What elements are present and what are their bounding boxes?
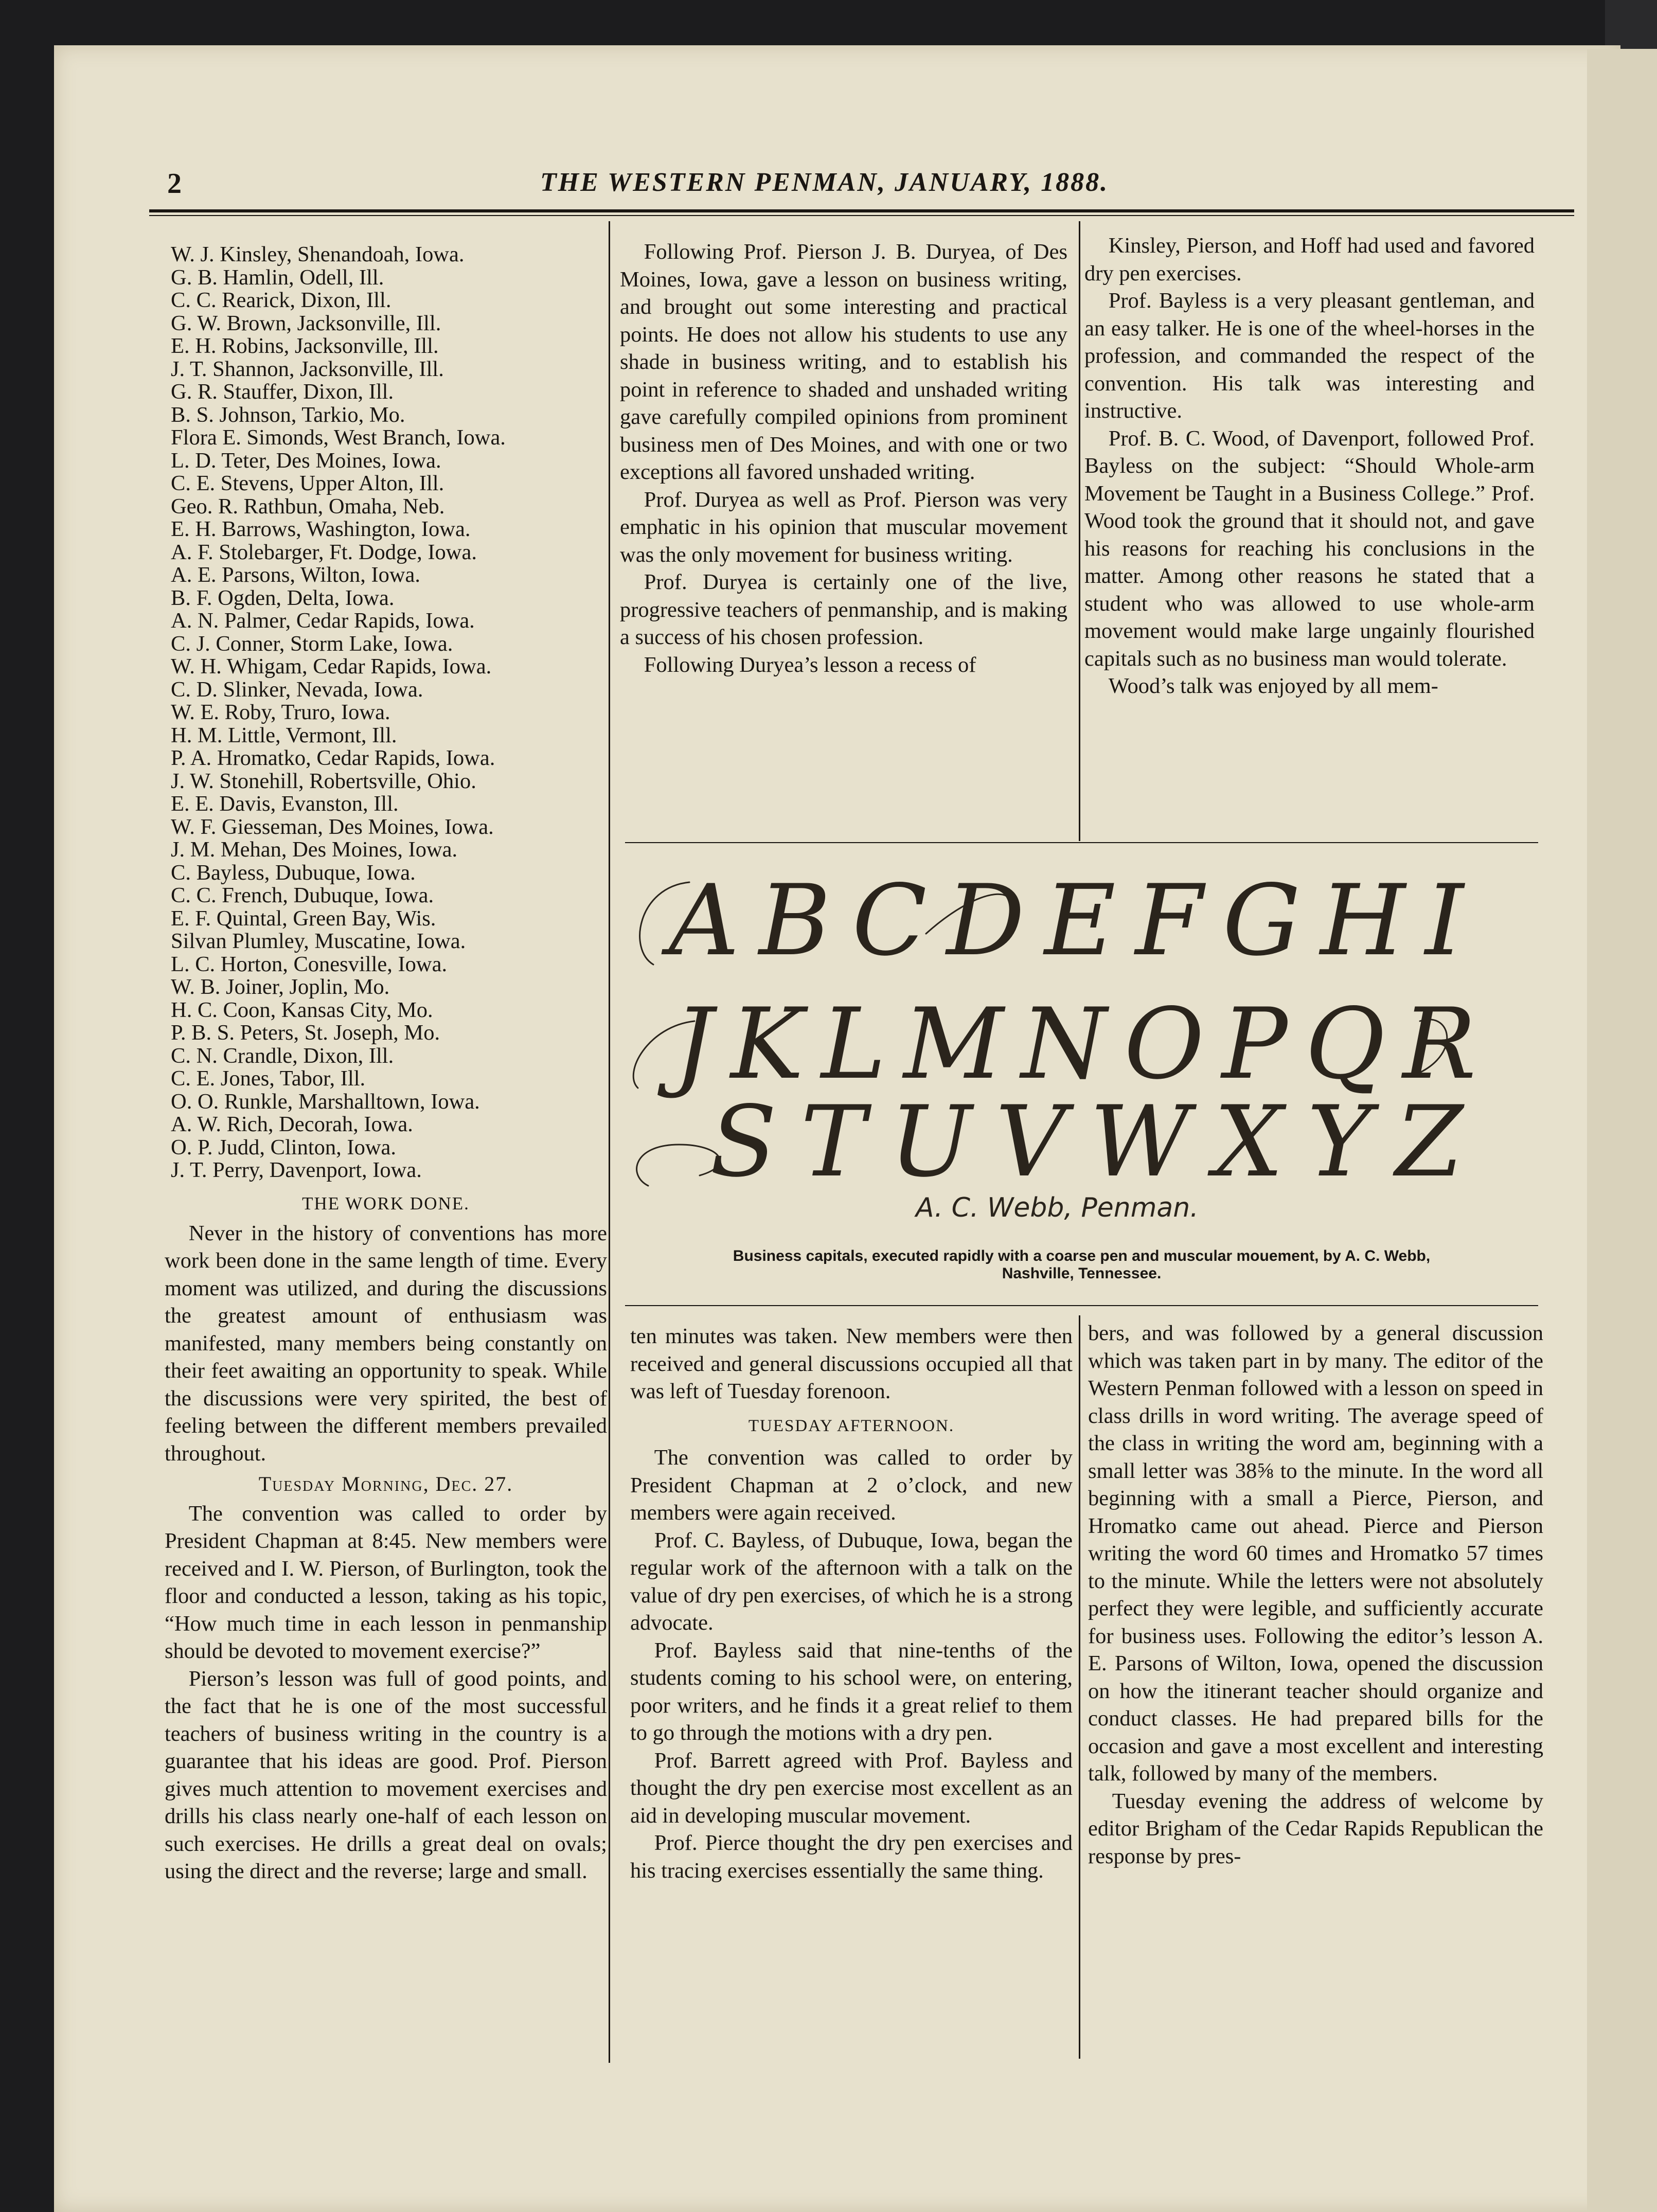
paragraph: Pierson’s lesson was full of good points, and the fact that he is one of the most successful teachers of business writing in the country is a guarantee that his ideas are good. Prof. Pierson gives much attention to movement exercises and drills his class nearly one-half of each lesson on such exercises. He drills a great deal on ovals; using the direct and the reverse; large and small. [165, 1666, 607, 1883]
member-entry: J. T. Perry, Davenport, Iowa. [171, 1158, 422, 1182]
column-rule-right-bottom [1079, 1315, 1080, 2059]
member-entry: Silvan Plumley, Muscatine, Iowa. [171, 929, 466, 953]
member-entry: B. F. Ogden, Delta, Iowa. [171, 585, 395, 610]
paragraph: Prof. Barrett agreed with Prof. Bayless and thought the dry pen exercise most excellent as an aid in developing muscular movement. [630, 1748, 1073, 1828]
paragraph: Prof. Bayless is a very pleasant gentleman, and an easy talker. He is one of the wheel-horses in the profession, and commanded the respect of the convention. His talk was interesting and instructive. [1084, 289, 1535, 423]
column-2-bottom [630, 1323, 1073, 1884]
paragraph: The convention was called to order by President Chapman at 8:45. New members were received and I. W. Pierson, of Burlington, took the floor and conducted a lesson, taking as his topic, “How much time in each lesson in penmanship should be devoted to movement exercise?” [165, 1501, 607, 1663]
member-entry: A. W. Rich, Decorah, Iowa. [171, 1112, 413, 1136]
member-entry: C. D. Slinker, Nevada, Iowa. [171, 677, 423, 702]
member-entry: C. J. Conner, Storm Lake, Iowa. [171, 631, 453, 656]
member-entry: G. R. Stauffer, Dixon, Ill. [171, 380, 394, 404]
member-entry: W. H. Whigam, Cedar Rapids, Iowa. [171, 654, 492, 679]
member-entry: C. C. French, Dubuque, Iowa. [171, 883, 434, 907]
header-rule-thin [149, 215, 1574, 216]
member-entry: B. S. Johnson, Tarkio, Mo. [171, 402, 405, 427]
member-entry: Flora E. Simonds, West Branch, Iowa. [171, 425, 506, 450]
member-entry: O. P. Judd, Clinton, Iowa. [171, 1135, 397, 1159]
section-heading-work-done: THE WORK DONE. [302, 1193, 470, 1214]
member-entry: W. J. Kinsley, Shenandoah, Iowa. [171, 242, 465, 266]
illustration-bottom-rule [625, 1305, 1538, 1306]
member-entry: W. E. Roby, Truro, Iowa. [171, 700, 390, 724]
paragraph: Prof. Duryea is certainly one of the live, progressive teachers of penmanship, and is making a success of his chosen profession. [620, 570, 1067, 649]
member-entry: E. E. Davis, Evanston, Ill. [171, 792, 399, 816]
paragraph: ten minutes was taken. New members were then received and general discussions occupied all that was left of Tuesday forenoon. [630, 1324, 1073, 1403]
paragraph: Prof. Pierce thought the dry pen exercises and his tracing exercises essentially the same thing. [630, 1831, 1073, 1883]
column-rule-right-top [1079, 221, 1080, 841]
member-entry: P. A. Hromatko, Cedar Rapids, Iowa. [171, 746, 495, 770]
caption-line-2: Nashville, Tennessee. [1002, 1265, 1162, 1282]
member-entry: P. B. S. Peters, St. Joseph, Mo. [171, 1021, 440, 1045]
capitals-row-3: STUVWXYZ [710, 1085, 1487, 1199]
section-heading-tuesday-morning: Tuesday Morning, Dec. 27. [258, 1472, 513, 1495]
member-entry: C. Bayless, Dubuque, Iowa. [171, 860, 416, 885]
header-rule [149, 209, 1574, 212]
member-entry: C. C. Rearick, Dixon, Ill. [171, 288, 391, 312]
member-entry: W. B. Joiner, Joplin, Mo. [171, 975, 390, 999]
member-entry: C. E. Jones, Tabor, Ill. [171, 1066, 366, 1091]
capitals-row-2: JKLMNOPQR [674, 987, 1494, 1101]
member-entry: W. F. Giesseman, Des Moines, Iowa. [171, 814, 494, 839]
member-entry: J. T. Shannon, Jacksonville, Ill. [171, 356, 444, 381]
member-entry: G. B. Hamlin, Odell, Ill. [171, 265, 384, 290]
member-entry: Geo. R. Rathbun, Omaha, Neb. [171, 494, 445, 519]
member-entry: A. F. Stolebarger, Ft. Dodge, Iowa. [171, 540, 477, 564]
member-entry: E. F. Quintal, Green Bay, Wis. [171, 906, 436, 931]
member-entry: L. D. Teter, Des Moines, Iowa. [171, 448, 441, 473]
column-rule-left [609, 221, 610, 2063]
member-entry: H. C. Coon, Kansas City, Mo. [171, 997, 433, 1022]
column-1-body [165, 1187, 607, 1885]
paragraph: Kinsley, Pierson, and Hoff had used and favored dry pen exercises. [1084, 234, 1535, 286]
member-entry: J. M. Mehan, Des Moines, Iowa. [171, 837, 458, 862]
member-entry: A. N. Palmer, Cedar Rapids, Iowa. [171, 609, 475, 633]
paragraph: Following Duryea’s lesson a recess of [644, 652, 976, 677]
page-edge [1587, 49, 1657, 2212]
member-entry: G. W. Brown, Jacksonville, Ill. [171, 311, 441, 335]
section-heading-tuesday-afternoon: TUESDAY AFTERNOON. [748, 1416, 955, 1435]
member-entry: L. C. Horton, Conesville, Iowa. [171, 952, 448, 976]
capitals-row-1: ABCDEFGHI [669, 864, 1484, 977]
paragraph: Tuesday evening the address of welcome by editor Brigham of the Cedar Rapids Republican the response by pres- [1088, 1789, 1543, 1868]
paragraph: Prof. B. C. Wood, of Davenport, followed Prof. Bayless on the subject: “Should Whole-arm Movement be Taught in a Business College.” Prof. Wood took the ground that it should not, and gave his reasons for reaching his conclusions in the matter. Among other reasons he stated that a student who was allowed to use whole-arm movement would make large ungainly flourished capitals such as no business man would tolerate. [1084, 426, 1535, 671]
illustration-top-rule [625, 842, 1538, 843]
page-number: 2 [167, 168, 182, 200]
paragraph: Wood’s talk was enjoyed by all mem- [1108, 674, 1438, 698]
business-capitals-illustration [617, 857, 1543, 1237]
paragraph: Following Prof. Pierson J. B. Duryea, of Des Moines, Iowa, gave a lesson on business writing, and brought out some interesting and practical points. He does not allow his students to use any shade in business writing, and to establish his point in reference to shaded and unshaded writing gave carefully compiled opinions from prominent business men of Des Moines, and with one or two exceptions all favored unshaded writing. [620, 240, 1067, 484]
paragraph: The convention was called to order by President Chapman at 2 o’clock, and new members were again received. [630, 1446, 1073, 1525]
penman-signature: A. C. Webb, Penman. [916, 1192, 1199, 1223]
caption-line-1: Business capitals, executed rapidly with a coarse pen and muscular mouement, by A. C. Webb, [733, 1247, 1431, 1264]
member-entry: E. H. Barrows, Washington, Iowa. [171, 517, 471, 541]
page-title: THE WESTERN PENMAN, JANUARY, 1888. [540, 168, 1109, 197]
illustration-caption [625, 1247, 1538, 1282]
paragraph: Prof. C. Bayless, of Dubuque, Iowa, began the regular work of the afternoon with a talk on the value of dry pen exercises, of which he is a strong advocate. [630, 1528, 1073, 1635]
paragraph: Never in the history of conventions has more work been done in the same length of time. Every moment was utilized, and during the discussions the greatest amount of enthusiasm was manifested, many members being constantly on their feet awaiting an opportunity to speak. While the discussions were very spirited, the best of feeling between the different members prevailed throughout. [165, 1221, 607, 1466]
member-entry: E. H. Robins, Jacksonville, Ill. [171, 334, 439, 358]
member-entry: C. E. Stevens, Upper Alton, Ill. [171, 471, 444, 495]
paragraph: bers, and was followed by a general discussion which was taken part in by many. The editor of the Western Penman followed with a lesson on speed in class drills in word writing. The average speed of the class in writing the word am, beginning with a small letter was 38⅝ to the minute. In the word all beginning with a small a Pierce, Pierson, and Hromatko came out ahead. Pierce and Pierson writing the word 60 times and Hromatko 57 times to the minute. While the letters were not absolutely perfect they were legible, and sufficiently accurate for business uses. Following the editor’s lesson A. E. Parsons of Wilton, Iowa, opened the discussion on how the itinerant teacher should organize and conduct classes. He had prepared bills for the occasion and gave a most excellent and interesting talk, followed by many of the members. [1088, 1321, 1543, 1786]
member-entry: J. W. Stonehill, Robertsville, Ohio. [171, 769, 476, 793]
paragraph: Prof. Bayless said that nine-tenths of the students coming to his school were, on entering, poor writers, and he finds it a great relief to them to go through the motions with a dry pen. [630, 1638, 1073, 1745]
member-entry: C. N. Crandle, Dixon, Ill. [171, 1043, 394, 1068]
paragraph: Prof. Duryea as well as Prof. Pierson was very emphatic in his opinion that muscular movement was the only movement for business writing. [620, 487, 1067, 567]
member-entry: O. O. Runkle, Marshalltown, Iowa. [171, 1089, 480, 1114]
member-entry: A. E. Parsons, Wilton, Iowa. [171, 563, 421, 587]
column-2-top [620, 238, 1067, 679]
members-list [171, 243, 603, 1182]
member-entry: H. M. Little, Vermont, Ill. [171, 723, 397, 747]
column-3-bottom [1088, 1319, 1543, 1870]
column-3-top [1084, 232, 1535, 700]
